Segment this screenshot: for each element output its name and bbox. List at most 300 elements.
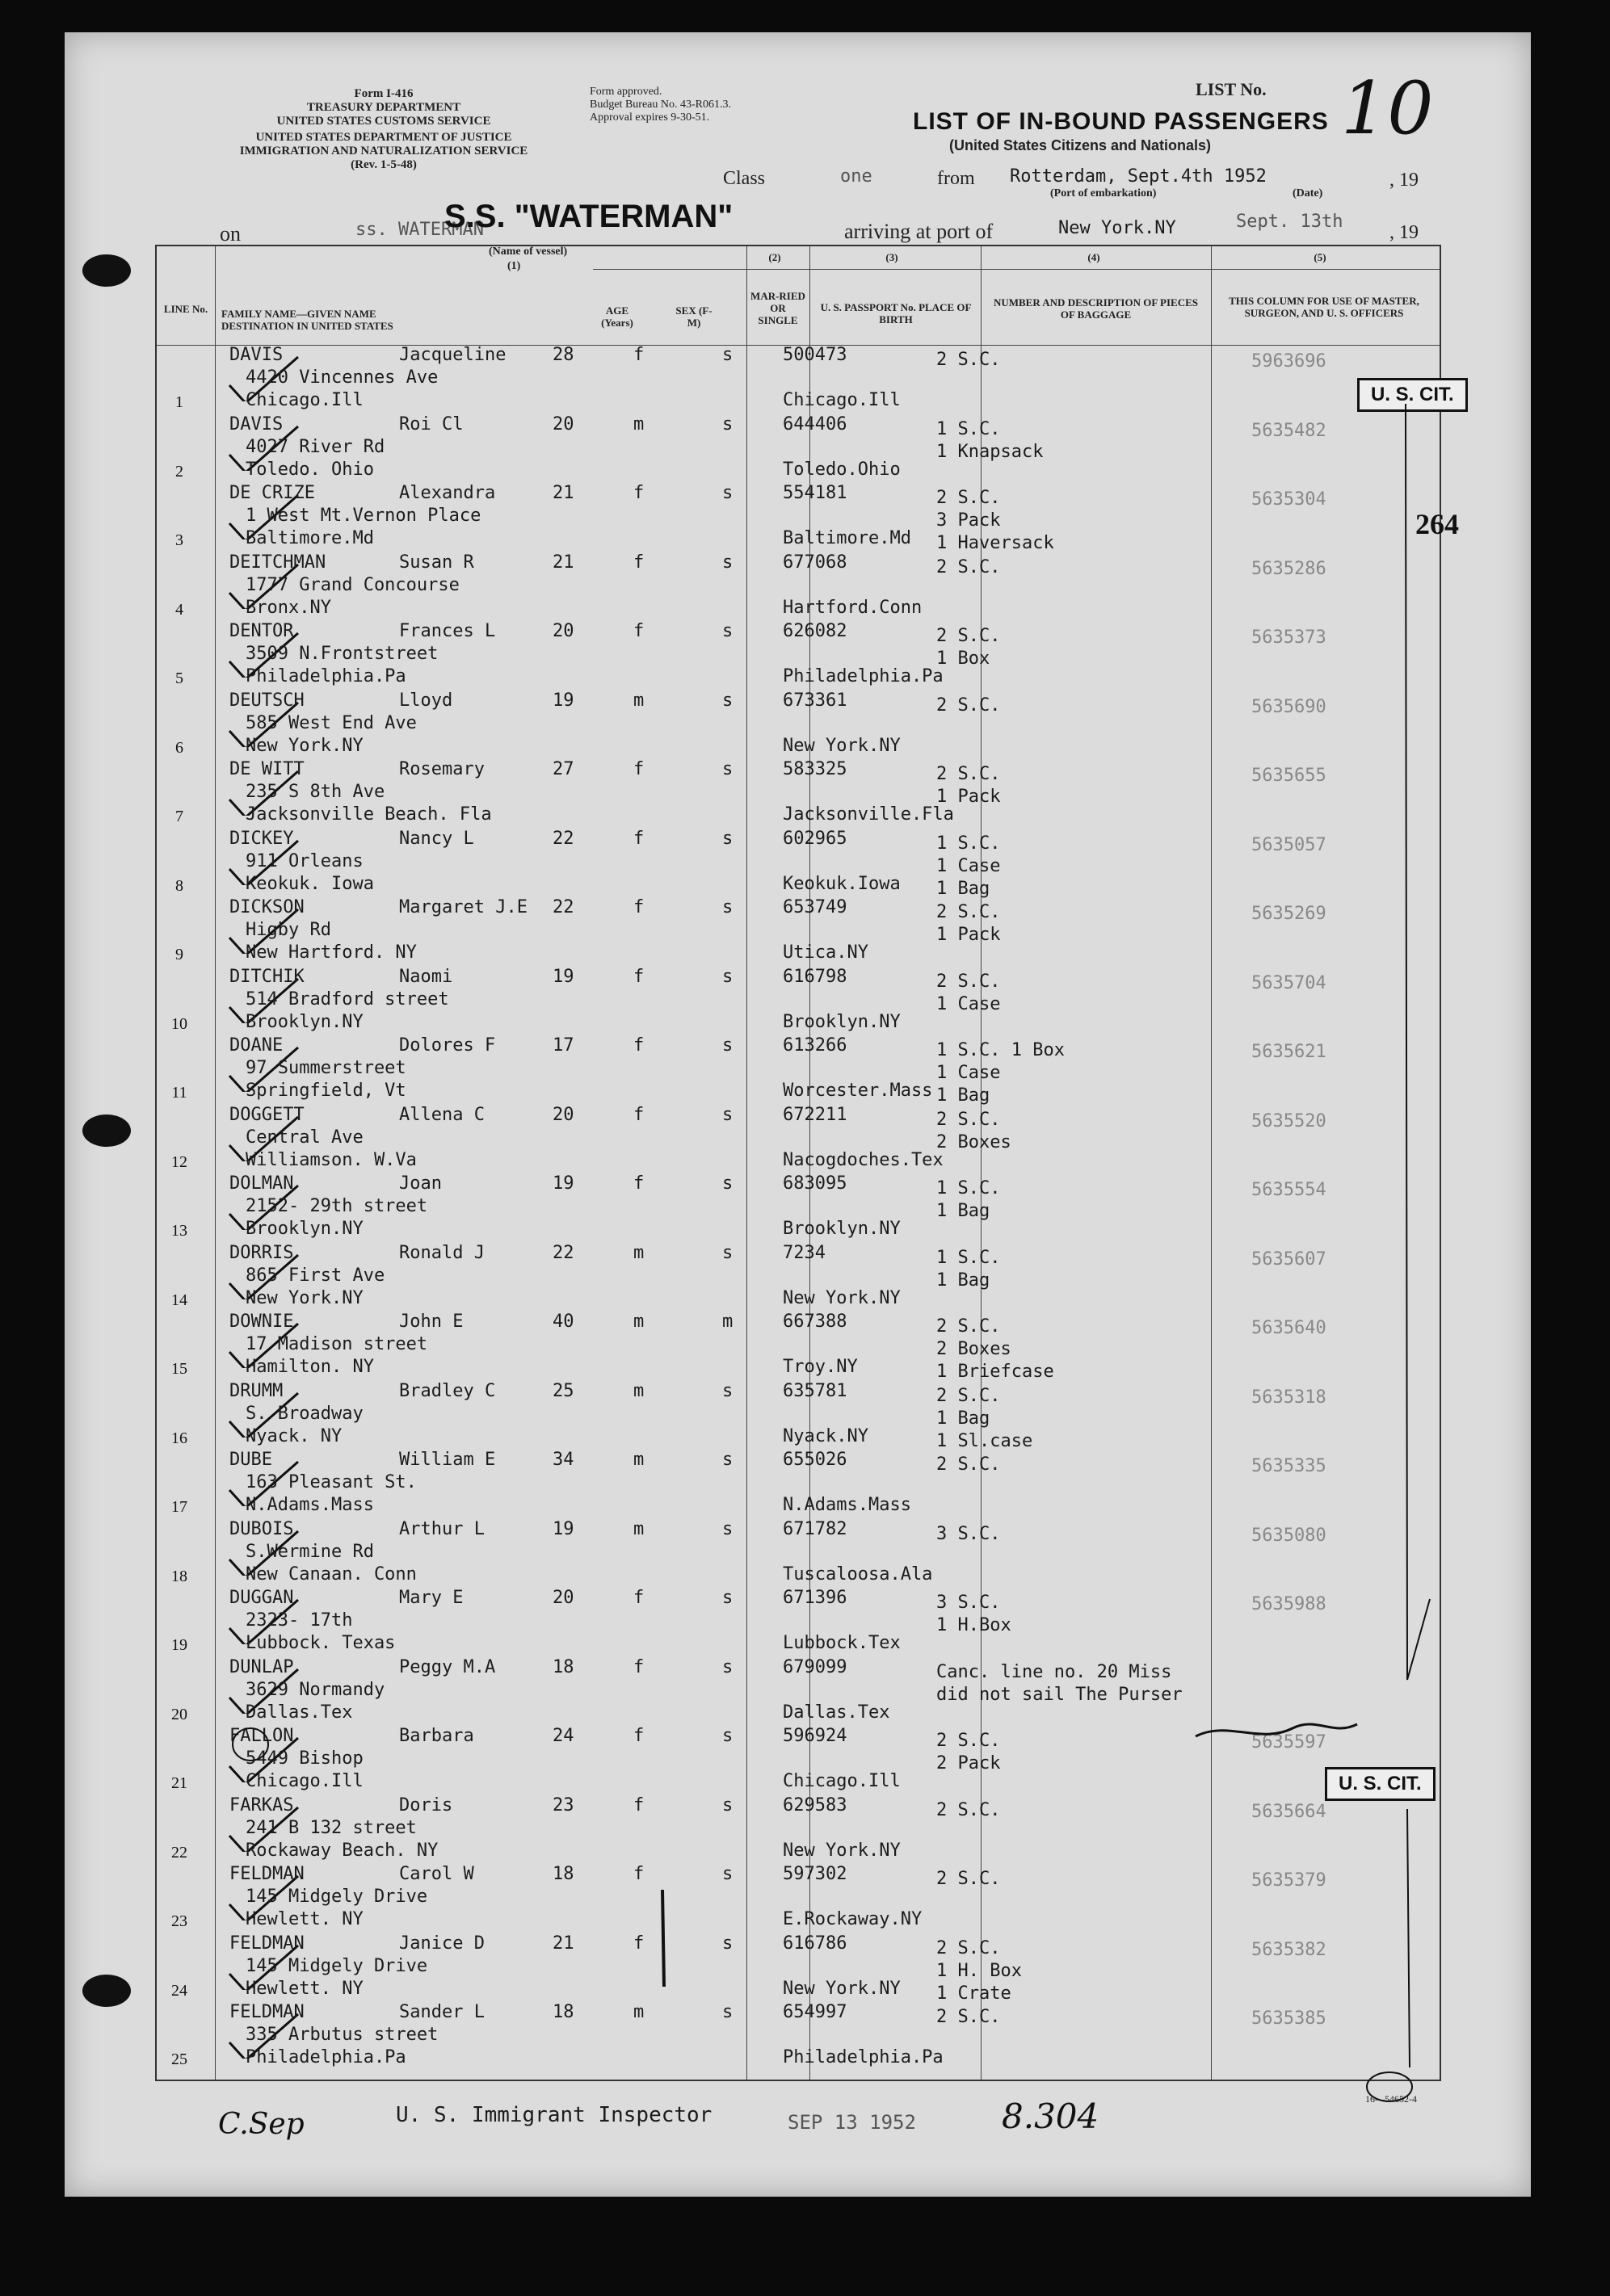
cell-age: 19: [553, 966, 574, 987]
cell-given: Susan R: [399, 552, 474, 573]
cell-family: DUBE: [229, 1450, 272, 1470]
cell-ms: s: [722, 345, 734, 365]
cell-officer: 5635385: [1251, 2008, 1326, 2029]
cell-ms: s: [722, 966, 734, 987]
cell-bag1: 3 S.C.: [936, 1593, 1001, 1613]
cell-officer: 5635520: [1251, 1110, 1326, 1131]
circle-mark: [233, 1728, 268, 1761]
cell-family: DOWNIE: [229, 1312, 294, 1332]
line-number: 14: [171, 1291, 187, 1309]
cell-birth: Chicago.Ill: [783, 1771, 901, 1791]
cell-given: Lloyd: [399, 690, 453, 711]
cell-bag2: 3 Pack: [936, 510, 1001, 531]
us-cit-stamp: U. S. CIT.: [1357, 378, 1468, 412]
cell-officer: 5635704: [1251, 972, 1326, 993]
cell-family: DE CRIZE: [229, 483, 315, 503]
cell-passport: 596924: [783, 1726, 847, 1746]
cell-passport: 613266: [783, 1035, 847, 1056]
cell-age: 34: [553, 1450, 574, 1470]
cell-passport: 644406: [783, 413, 847, 434]
cell-passport: 500473: [783, 345, 847, 365]
cell-officer: 5635379: [1251, 1870, 1326, 1891]
cell-bag2: 1 H. Box: [936, 1960, 1022, 1981]
cell-ms: s: [722, 1794, 734, 1815]
cell-age: 20: [553, 621, 574, 641]
cell-birth: Lubbock.Tex: [783, 1633, 901, 1653]
cell-officer: 5635304: [1251, 489, 1326, 510]
cell-sex: f: [633, 1864, 645, 1884]
vertical-bracket-line: [1407, 1809, 1410, 2067]
cell-passport: 626082: [783, 621, 847, 641]
cell-sex: f: [633, 1104, 645, 1125]
ins-service: IMMIGRATION AND NATURALIZATION SERVICE: [239, 145, 528, 157]
cell-officer: 5635988: [1251, 1594, 1326, 1614]
cell-bag3: 1 Briefcase: [936, 1362, 1054, 1382]
cell-addr1: Higby Rd: [246, 920, 331, 940]
cell-bag3: 1 Sl.case: [936, 1430, 1033, 1451]
revision: (Rev. 1-5-48): [351, 158, 417, 171]
cell-sex: f: [633, 1794, 645, 1815]
cell-passport: 629583: [783, 1794, 847, 1815]
cell-bag1: 2 S.C.: [936, 1109, 1001, 1130]
cell-addr1: 1 West Mt.Vernon Place: [246, 506, 481, 526]
cell-ms: s: [722, 759, 734, 779]
arriving-label: arriving at port of: [844, 220, 994, 243]
line-number: 25: [171, 2050, 187, 2068]
cell-officer: 5635640: [1251, 1318, 1326, 1338]
cell-sex: f: [633, 621, 645, 641]
cell-birth: Jacksonville.Fla: [783, 804, 954, 825]
cell-bag1: 2 S.C.: [936, 1385, 1001, 1406]
cell-officer: 5635080: [1251, 1525, 1326, 1546]
cell-sex: f: [633, 828, 645, 849]
cell-bag2: 1 Bag: [936, 1408, 990, 1429]
cell-bag1: Canc. line no. 20 Miss: [936, 1661, 1172, 1682]
line-number: 19: [171, 1636, 187, 1654]
page-number: 264: [1415, 508, 1459, 540]
justice-dept: UNITED STATES DEPARTMENT OF JUSTICE: [255, 131, 512, 144]
cell-addr2: Rockaway Beach. NY: [246, 1840, 439, 1861]
cell-given: John E: [399, 1312, 464, 1332]
cell-ms: s: [722, 897, 734, 917]
cell-ms: s: [722, 1656, 734, 1677]
list-no-value: 10: [1341, 66, 1434, 151]
cell-addr2: Baltimore.Md: [246, 528, 374, 548]
col-num-3: (3): [885, 251, 898, 263]
cell-sex: f: [633, 966, 645, 987]
cell-ms: s: [722, 1104, 734, 1125]
cell-addr2: Jacksonville Beach. Fla: [246, 804, 492, 825]
cell-bag1: 2 S.C.: [936, 971, 1001, 992]
col-num-2: (2): [768, 251, 781, 263]
col-married: MAR-RIED OR SINGLE: [750, 290, 805, 326]
col-num-5: (5): [1314, 251, 1326, 263]
cell-age: 20: [553, 1588, 574, 1608]
cell-passport: 671782: [783, 1518, 847, 1539]
cell-ms: s: [722, 413, 734, 434]
on-label: on: [220, 222, 241, 246]
cell-family: DICKSON: [229, 897, 305, 917]
line-number: 22: [171, 1843, 187, 1862]
line-number: 10: [171, 1014, 187, 1033]
cell-age: 22: [553, 897, 574, 917]
from-label: from: [937, 168, 975, 189]
date-caption: (Date): [1293, 187, 1323, 199]
cell-bag2: 1 Case: [936, 855, 1001, 876]
cell-age: 22: [553, 1242, 574, 1263]
list-no-label: LIST No.: [1196, 79, 1267, 99]
cell-officer: 5963696: [1251, 351, 1326, 371]
cell-age: 18: [553, 1656, 574, 1677]
cell-addr2: Brooklyn.NY: [246, 1219, 364, 1239]
class-value: one: [840, 166, 872, 187]
line-number: 23: [171, 1912, 187, 1930]
cell-passport: 554181: [783, 483, 847, 503]
cell-family: FARKAS: [229, 1794, 294, 1815]
cell-officer: 5635269: [1251, 904, 1326, 924]
cell-age: 21: [553, 552, 574, 573]
cell-given: Arthur L: [399, 1518, 485, 1539]
cell-given: Allena C: [399, 1104, 485, 1125]
cell-sex: m: [633, 413, 645, 434]
cell-birth: Brooklyn.NY: [783, 1011, 901, 1032]
cell-given: Rosemary: [399, 759, 485, 779]
cell-birth: New York.NY: [783, 735, 901, 756]
cell-birth: Nacogdoches.Tex: [783, 1149, 944, 1170]
line-number: 17: [171, 1498, 187, 1516]
cell-family: DEUTSCH: [229, 690, 305, 711]
cell-age: 19: [553, 690, 574, 711]
cell-bag3: 1 Bag: [936, 878, 990, 899]
col-num-4: (4): [1087, 251, 1100, 263]
cell-given: Margaret J.E: [399, 897, 528, 917]
cell-addr1: 145 Midgely Drive: [246, 1887, 428, 1907]
cell-officer: 5635664: [1251, 1801, 1326, 1822]
cell-bag2: 2 Boxes: [936, 1131, 1011, 1152]
cell-ms: s: [722, 1933, 734, 1954]
line-number: 7: [175, 808, 183, 825]
cell-bag3: 1 Crate: [936, 1983, 1011, 2004]
cell-bag2: did not sail The Purser: [936, 1684, 1183, 1705]
cell-sex: m: [633, 1312, 645, 1332]
cell-sex: m: [633, 1450, 645, 1470]
line-number: 13: [171, 1222, 187, 1240]
cell-passport: 679099: [783, 1656, 847, 1677]
line-number: 18: [171, 1567, 187, 1585]
line-number: 1: [175, 393, 183, 411]
arriving-port: New York.NY: [1058, 218, 1176, 238]
cell-family: FELDMAN: [229, 1864, 305, 1884]
cell-addr1: 585 West End Ave: [246, 712, 417, 733]
cell-birth: New York.NY: [783, 1978, 901, 1999]
cell-sex: m: [633, 1380, 645, 1401]
cell-addr2: Brooklyn.NY: [246, 1011, 364, 1032]
vessel-typed: ss. WATERMAN: [355, 220, 484, 240]
cell-bag1: 2 S.C.: [936, 556, 1001, 577]
cell-age: 20: [553, 413, 574, 434]
cell-bag1: 2 S.C.: [936, 1937, 1001, 1958]
cell-sex: m: [633, 1242, 645, 1263]
cell-bag2: 1 Bag: [936, 1201, 990, 1221]
arrival-date: Sept. 13th: [1236, 212, 1343, 232]
cell-passport: 583325: [783, 759, 847, 779]
cell-addr1: 1777 Grand Concourse: [246, 574, 460, 595]
cell-addr2: New Hartford. NY: [246, 942, 417, 963]
cell-bag1: 2 S.C.: [936, 695, 1001, 716]
vertical-bracket-line: [1406, 404, 1430, 1680]
cell-birth: Keokuk.Iowa: [783, 873, 901, 894]
cell-ms: s: [722, 1588, 734, 1608]
cell-family: DOGGETT: [229, 1104, 305, 1125]
line-number: 16: [171, 1429, 187, 1447]
cell-addr2: Toledo. Ohio: [246, 459, 374, 480]
line-number: 15: [171, 1360, 187, 1378]
cell-ms: s: [722, 1726, 734, 1746]
cell-bag1: 2 S.C.: [936, 1316, 1001, 1337]
cell-family: DOANE: [229, 1035, 284, 1056]
cell-passport: 655026: [783, 1450, 847, 1470]
cell-ms: s: [722, 1242, 734, 1263]
cell-passport: 672211: [783, 1104, 847, 1125]
cell-bag1: 1 S.C.: [936, 833, 1001, 854]
cell-addr2: Hewlett. NY: [246, 1909, 364, 1929]
cell-bag2: 1 Case: [936, 1063, 1001, 1083]
cell-given: Barbara: [399, 1726, 474, 1746]
col-passport: U. S. PASSPORT No. PLACE OF BIRTH: [820, 301, 972, 325]
cell-birth: Tuscaloosa.Ala: [783, 1564, 933, 1585]
cell-sex: m: [633, 690, 645, 711]
line-number: 6: [175, 738, 183, 757]
cell-bag2: 1 Box: [936, 649, 990, 669]
form-title: LIST OF IN-BOUND PASSENGERS: [913, 108, 1329, 135]
cell-passport: 677068: [783, 552, 847, 573]
cell-family: DAVIS: [229, 345, 284, 365]
cell-family: FELDMAN: [229, 1933, 305, 1954]
cell-ms: s: [722, 1864, 734, 1884]
form-approved: Form approved.: [590, 86, 662, 98]
cell-family: DRUMM: [229, 1380, 284, 1401]
cell-addr1: 3509 N.Frontstreet: [246, 644, 439, 664]
cell-addr1: S.Wermine Rd: [246, 1541, 374, 1562]
cell-age: 28: [553, 345, 574, 365]
cell-bag3: 1 Haversack: [936, 533, 1054, 553]
cell-birth: New York.NY: [783, 1287, 901, 1308]
cell-family: DE WITT: [229, 759, 305, 779]
cell-addr2: Philadelphia.Pa: [246, 2047, 406, 2067]
cell-passport: 597302: [783, 1864, 847, 1884]
cell-age: 21: [553, 1933, 574, 1954]
cell-birth: Nyack.NY: [783, 1425, 868, 1446]
cell-bag2: 1 Bag: [936, 1270, 990, 1291]
cell-given: Carol W: [399, 1864, 474, 1884]
cell-addr1: 865 First Ave: [246, 1265, 385, 1286]
us-cit-stamp: U. S. CIT.: [1325, 1767, 1436, 1801]
cell-addr1: 911 Orleans: [246, 850, 364, 871]
cell-birth: Brooklyn.NY: [783, 1219, 901, 1239]
line-number: 21: [171, 1774, 187, 1792]
cell-officer: 5635482: [1251, 420, 1326, 441]
port-embark-caption: (Port of embarkation): [1050, 187, 1157, 199]
cell-officer: 5635057: [1251, 834, 1326, 855]
cell-officer: 5635318: [1251, 1387, 1326, 1408]
cell-given: Bradley C: [399, 1380, 496, 1401]
cell-addr2: N.Adams.Mass: [246, 1495, 374, 1515]
line-number: 9: [175, 946, 183, 963]
cell-age: 40: [553, 1312, 574, 1332]
cell-family: DITCHIK: [229, 966, 305, 987]
cell-addr2: Keokuk. Iowa: [246, 873, 374, 894]
cell-ms: s: [722, 1173, 734, 1194]
cell-officer: 5635690: [1251, 696, 1326, 717]
col-line-no: LINE No.: [163, 303, 208, 315]
form-number: Form I-416: [354, 87, 414, 100]
cell-addr1: 4027 River Rd: [246, 436, 385, 457]
cell-bag1: 2 S.C.: [936, 626, 1001, 646]
cell-bag1: 2 S.C.: [936, 1869, 1001, 1889]
cell-addr1: 97 Summerstreet: [246, 1058, 406, 1078]
col-officers: THIS COLUMN FOR USE OF MASTER, SURGEON, AND U. S. OFFICERS: [1229, 295, 1419, 319]
cell-bag1: 1 S.C.: [936, 1247, 1001, 1268]
cell-addr1: 335 Arbutus street: [246, 2025, 439, 2045]
cell-family: DENTOR: [229, 621, 294, 641]
cell-passport: 616798: [783, 966, 847, 987]
cell-addr2: Williamson. W.Va: [246, 1149, 417, 1170]
cell-age: 21: [553, 483, 574, 503]
form-subtitle: (United States Citizens and Nationals): [949, 137, 1212, 153]
cell-officer: 5635597: [1251, 1732, 1326, 1752]
cell-bag3: 1 Bag: [936, 1085, 990, 1106]
cell-sex: f: [633, 1588, 645, 1608]
cell-family: DUNLAP: [229, 1656, 294, 1677]
cell-addr1: 514 Bradford street: [246, 988, 449, 1009]
year-suffix-2: , 19: [1389, 222, 1419, 243]
cell-officer: 5635621: [1251, 1042, 1326, 1062]
cell-passport: 654997: [783, 2002, 847, 2022]
cell-age: 27: [553, 759, 574, 779]
cell-birth: Philadelphia.Pa: [783, 666, 944, 686]
cell-ms: m: [722, 1312, 734, 1332]
cell-passport: 616786: [783, 1933, 847, 1954]
approval-expires: Approval expires 9-30-51.: [590, 111, 710, 124]
cell-addr1: 5449 Bishop: [246, 1748, 364, 1769]
col-sex: SEX (F-M): [675, 304, 713, 329]
cell-given: Peggy M.A: [399, 1656, 496, 1677]
cell-family: DICKEY: [229, 828, 294, 849]
cell-addr1: 4420 Vincennes Ave: [246, 367, 439, 388]
pen-stroke: [662, 1890, 664, 1987]
cell-passport: 635781: [783, 1380, 847, 1401]
cell-birth: Toledo.Ohio: [783, 459, 901, 480]
cell-given: Dolores F: [399, 1035, 496, 1056]
cell-age: 19: [553, 1518, 574, 1539]
cell-bag1: 2 S.C.: [936, 488, 1001, 508]
class-label: Class: [723, 168, 766, 189]
cell-officer: 5635607: [1251, 1249, 1326, 1270]
cell-officer: 5635554: [1251, 1180, 1326, 1200]
from-value: Rotterdam, Sept.4th 1952: [1010, 166, 1267, 187]
cell-sex: f: [633, 1035, 645, 1056]
cell-family: DUBOIS: [229, 1518, 294, 1539]
cell-given: Doris: [399, 1794, 453, 1815]
cell-bag1: 1 S.C.: [936, 418, 1001, 439]
line-number: 11: [171, 1084, 187, 1102]
cell-bag1: 2 S.C.: [936, 764, 1001, 784]
cell-birth: Philadelphia.Pa: [783, 2047, 944, 2067]
cell-sex: m: [633, 2002, 645, 2022]
cell-given: Jacqueline: [399, 345, 507, 365]
cell-addr1: S. Broadway: [246, 1403, 364, 1424]
cell-sex: f: [633, 1656, 645, 1677]
cell-ms: s: [722, 621, 734, 641]
cell-age: 17: [553, 1035, 574, 1056]
cell-addr2: Hewlett. NY: [246, 1978, 364, 1999]
cell-given: Joan: [399, 1173, 442, 1194]
cell-bag1: 1 S.C.: [936, 1178, 1001, 1198]
cell-family: DORRIS: [229, 1242, 294, 1263]
cell-addr2: New Canaan. Conn: [246, 1564, 417, 1585]
cell-ms: s: [722, 1035, 734, 1056]
cell-addr2: Philadelphia.Pa: [246, 666, 406, 686]
treasury-dept: TREASURY DEPARTMENT: [306, 101, 461, 114]
cell-officer: 5635335: [1251, 1456, 1326, 1476]
cell-birth: Utica.NY: [783, 942, 868, 963]
cell-addr1: Central Ave: [246, 1127, 364, 1148]
cell-birth: N.Adams.Mass: [783, 1495, 911, 1515]
line-number: 12: [171, 1152, 187, 1171]
cell-bag1: 2 S.C.: [936, 2007, 1001, 2027]
cell-officer: 5635373: [1251, 628, 1326, 648]
cell-passport: 653749: [783, 897, 847, 917]
col-family-name: FAMILY NAME—GIVEN NAME DESTINATION IN UNITED STATES: [221, 308, 393, 332]
cell-ms: s: [722, 828, 734, 849]
cell-age: 25: [553, 1380, 574, 1401]
cell-age: 20: [553, 1104, 574, 1125]
signature-scribble: [1196, 1724, 1357, 1736]
cell-birth: Baltimore.Md: [783, 528, 911, 548]
cell-family: FALLON: [229, 1726, 294, 1746]
cell-given: Sander L: [399, 2002, 485, 2022]
cell-bag2: 1 Pack: [936, 787, 1001, 807]
cell-age: 22: [553, 828, 574, 849]
cell-age: 23: [553, 1794, 574, 1815]
cell-family: DUGGAN: [229, 1588, 294, 1608]
cell-sex: f: [633, 345, 645, 365]
budget-bureau: Budget Bureau No. 43-R061.3.: [590, 99, 731, 111]
cell-given: Nancy L: [399, 828, 474, 849]
cell-age: 18: [553, 2002, 574, 2022]
cell-bag2: 2 Boxes: [936, 1339, 1011, 1359]
cell-addr1: 235 S 8th Ave: [246, 782, 385, 802]
cell-ms: s: [722, 1380, 734, 1401]
cell-passport: 667388: [783, 1312, 847, 1332]
cell-family: DAVIS: [229, 413, 284, 434]
line-number: 4: [175, 600, 183, 619]
cell-age: 19: [553, 1173, 574, 1194]
cell-passport: 7234: [783, 1242, 826, 1263]
cell-addr2: Springfield, Vt: [246, 1081, 406, 1101]
cell-ms: s: [722, 483, 734, 503]
cell-given: Roi Cl: [399, 413, 464, 434]
cell-birth: New York.NY: [783, 1840, 901, 1861]
cell-sex: m: [633, 1518, 645, 1539]
cell-addr1: 3629 Normandy: [246, 1679, 385, 1700]
cell-bag1: 1 S.C. 1 Box: [936, 1040, 1065, 1060]
cell-ms: s: [722, 552, 734, 573]
cell-sex: f: [633, 1726, 645, 1746]
cell-officer: 5635382: [1251, 1939, 1326, 1960]
col1-caption: (1): [507, 260, 521, 272]
cell-given: Alexandra: [399, 483, 496, 503]
